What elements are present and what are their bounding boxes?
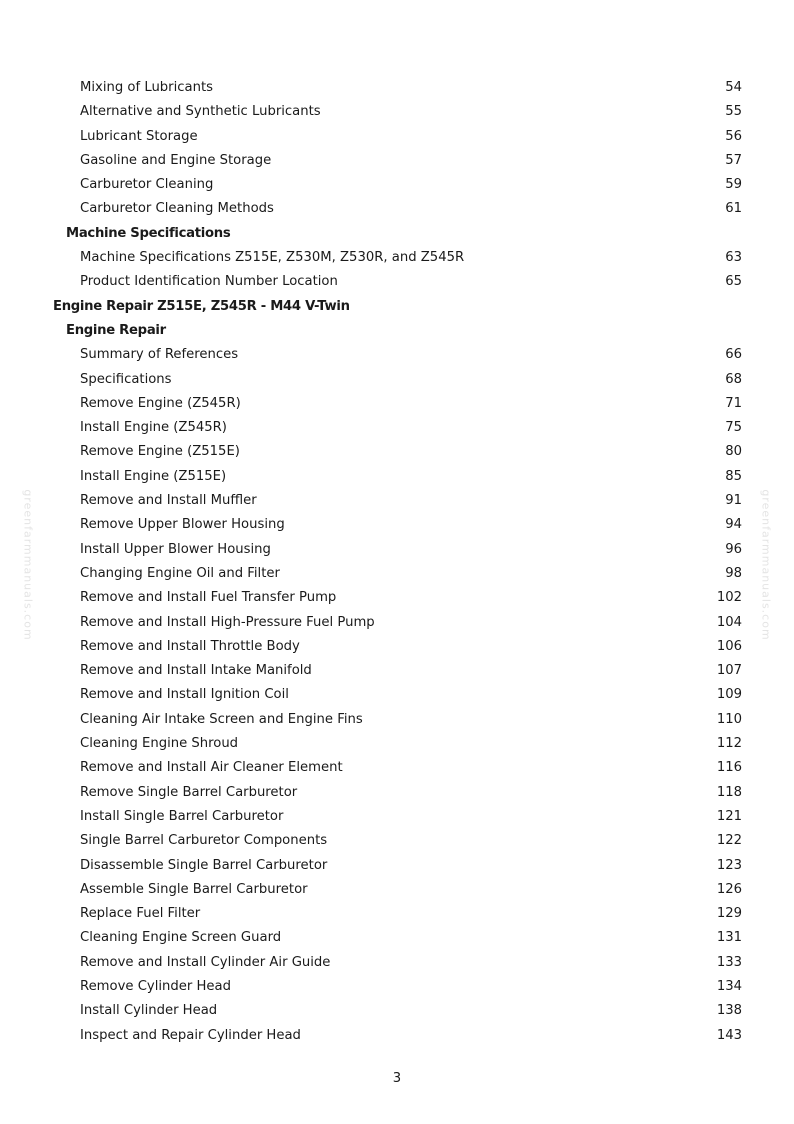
toc-entry[interactable]: [0, 659, 794, 683]
toc-entry-title: Remove Engine (Z545R): [80, 395, 241, 411]
toc-entry-title: Install Engine (Z515E): [80, 468, 227, 484]
toc-entry-title: Carburetor Cleaning: [80, 177, 214, 193]
toc-entry[interactable]: [0, 781, 794, 805]
toc-entry[interactable]: [0, 76, 794, 100]
toc-entry-title: Alternative and Synthetic Lubricants: [80, 104, 321, 120]
toc-section-heading[interactable]: [0, 295, 794, 319]
toc-entry-page-number: 134: [716, 978, 742, 994]
toc-entry-page-number: 55: [725, 104, 742, 120]
toc-entry-page-number: 65: [725, 274, 742, 290]
toc-entry-page-number: 54: [725, 80, 742, 95]
toc-entry[interactable]: [0, 513, 794, 537]
toc-entry[interactable]: [0, 926, 794, 950]
toc-entry-page-number: 80: [725, 444, 742, 460]
toc-entry-page-number: 116: [716, 760, 742, 776]
toc-entry[interactable]: [0, 732, 794, 756]
toc-section-heading[interactable]: [0, 222, 794, 246]
toc-entry[interactable]: [0, 149, 794, 173]
toc-entry-page-number: 107: [716, 663, 742, 679]
toc-entry[interactable]: [0, 854, 794, 878]
toc-entry-title: Mixing of Lubricants: [80, 80, 213, 95]
toc-entry[interactable]: [0, 368, 794, 392]
toc-entry-page-number: 57: [725, 152, 742, 168]
toc-entry-title: Cleaning Air Intake Screen and Engine Fins: [80, 711, 363, 727]
toc-entry[interactable]: [0, 173, 794, 197]
toc-entry-title: Remove and Install Fuel Transfer Pump: [80, 590, 337, 606]
toc-entry-page-number: 104: [716, 614, 742, 630]
toc-entry-page-number: 112: [716, 736, 742, 752]
toc-entry-title: Remove and Install High-Pressure Fuel Pump: [80, 614, 375, 630]
toc-entry-page-number: 85: [725, 468, 742, 484]
toc-entry-title: Carburetor Cleaning Methods: [80, 201, 274, 217]
toc-entry-page-number: 110: [716, 711, 742, 727]
toc-entry[interactable]: [0, 951, 794, 975]
toc-entry-page-number: 71: [725, 395, 742, 411]
toc-entry[interactable]: [0, 975, 794, 999]
watermark-left: greenfarmmanuals.com: [21, 489, 35, 641]
toc-entry-title: Single Barrel Carburetor Components: [80, 833, 328, 849]
toc-entry[interactable]: [0, 197, 794, 221]
toc-entry-title: Replace Fuel Filter: [80, 906, 201, 922]
toc-entry-title: Changing Engine Oil and Filter: [80, 565, 280, 581]
toc-entry-page-number: 98: [725, 565, 742, 581]
toc-entry[interactable]: [0, 683, 794, 707]
toc-entry-page-number: 121: [716, 808, 742, 824]
toc-entry-page-number: 63: [725, 250, 742, 266]
toc-entry[interactable]: [0, 586, 794, 610]
toc-entry-page-number: 106: [716, 638, 742, 654]
toc-entry[interactable]: [0, 708, 794, 732]
toc-entry-title: Disassemble Single Barrel Carburetor: [80, 857, 328, 873]
toc-entry-title: Machine Specifications: [66, 225, 231, 241]
toc-entry-page-number: 122: [716, 833, 742, 849]
toc-entry-title: Install Engine (Z545R): [80, 420, 227, 436]
toc-entry-title: Engine Repair: [66, 322, 166, 338]
toc-entry-page-number: 143: [716, 1027, 742, 1043]
toc-entry-page-number: 96: [725, 541, 742, 557]
toc-entry-page-number: 102: [716, 590, 742, 606]
toc-entry[interactable]: [0, 246, 794, 270]
toc-entry-title: Cleaning Engine Screen Guard: [80, 930, 282, 946]
toc-entry-title: Remove Upper Blower Housing: [80, 517, 285, 533]
toc-entry-title: Remove Cylinder Head: [80, 978, 231, 994]
toc-entry-title: Inspect and Repair Cylinder Head: [80, 1027, 301, 1043]
toc-entry-title: Install Upper Blower Housing: [80, 541, 271, 557]
toc-entry[interactable]: [0, 392, 794, 416]
toc-entry[interactable]: [0, 878, 794, 902]
toc-entry-title: Remove and Install Throttle Body: [80, 638, 300, 654]
toc-entry[interactable]: [0, 635, 794, 659]
toc-entry-page-number: 59: [725, 177, 742, 193]
toc-entry-title: Remove Single Barrel Carburetor: [80, 784, 298, 800]
toc-entry-page-number: 66: [725, 347, 742, 363]
toc-entry-title: Machine Specifications Z515E, Z530M, Z530R, and Z545R: [80, 250, 465, 266]
toc-entry[interactable]: [0, 416, 794, 440]
toc-entry[interactable]: [0, 489, 794, 513]
toc-entry[interactable]: [0, 756, 794, 780]
toc-entry-title: Remove and Install Air Cleaner Element: [80, 760, 343, 776]
toc-entry-page-number: 109: [716, 687, 742, 703]
toc-entry-page-number: 68: [725, 371, 742, 387]
toc-entry[interactable]: [0, 343, 794, 367]
toc-entry[interactable]: [0, 902, 794, 926]
toc-entry[interactable]: [0, 125, 794, 149]
page-number: 3: [392, 1071, 402, 1086]
toc-entry-page-number: 133: [716, 954, 742, 970]
toc-entry-title: Install Single Barrel Carburetor: [80, 808, 284, 824]
toc-entry-title: Specifications: [80, 371, 172, 387]
toc-entry-page-number: 118: [716, 784, 742, 800]
toc-entry[interactable]: [0, 611, 794, 635]
toc-entry-title: Engine Repair Z515E, Z545R - M44 V-Twin: [53, 298, 350, 314]
toc-entry-title: Gasoline and Engine Storage: [80, 152, 272, 168]
toc-entry-page-number: 56: [725, 128, 742, 144]
toc-entry-title: Cleaning Engine Shroud: [80, 736, 239, 752]
toc-entry[interactable]: [0, 538, 794, 562]
toc-entry-title: Remove and Install Cylinder Air Guide: [80, 954, 331, 970]
toc-entry[interactable]: [0, 562, 794, 586]
toc-entry[interactable]: [0, 829, 794, 853]
toc-entry-title: Summary of References: [80, 347, 239, 363]
toc-entry-page-number: 94: [725, 517, 742, 533]
toc-entry-title: Product Identification Number Location: [80, 274, 338, 290]
toc-entry[interactable]: [0, 270, 794, 294]
toc-entry[interactable]: [0, 440, 794, 464]
toc-entry-title: Assemble Single Barrel Carburetor: [80, 881, 308, 897]
table-of-contents: [0, 76, 794, 1048]
toc-entry-title: Remove and Install Ignition Coil: [80, 687, 289, 703]
toc-entry-page-number: 131: [716, 930, 742, 946]
toc-entry-page-number: 61: [725, 201, 742, 217]
toc-section-heading[interactable]: [0, 319, 794, 343]
toc-entry-title: Install Cylinder Head: [80, 1003, 218, 1019]
toc-entry[interactable]: [0, 465, 794, 489]
watermark-right: greenfarmmanuals.com: [759, 489, 773, 641]
toc-entry-page-number: 75: [725, 420, 742, 436]
toc-entry-page-number: 91: [725, 493, 742, 509]
toc-entry-title: Lubricant Storage: [80, 128, 198, 144]
toc-entry[interactable]: [0, 1024, 794, 1048]
toc-entry-page-number: 126: [716, 881, 742, 897]
toc-entry-title: Remove Engine (Z515E): [80, 444, 240, 460]
toc-entry[interactable]: [0, 805, 794, 829]
toc-entry-title: Remove and Install Muffler: [80, 493, 257, 509]
toc-entry[interactable]: [0, 100, 794, 124]
toc-entry-title: Remove and Install Intake Manifold: [80, 663, 312, 679]
toc-entry-page-number: 123: [716, 857, 742, 873]
toc-entry[interactable]: [0, 999, 794, 1023]
toc-entry-page-number: 129: [716, 906, 742, 922]
toc-entry-page-number: 138: [716, 1003, 742, 1019]
